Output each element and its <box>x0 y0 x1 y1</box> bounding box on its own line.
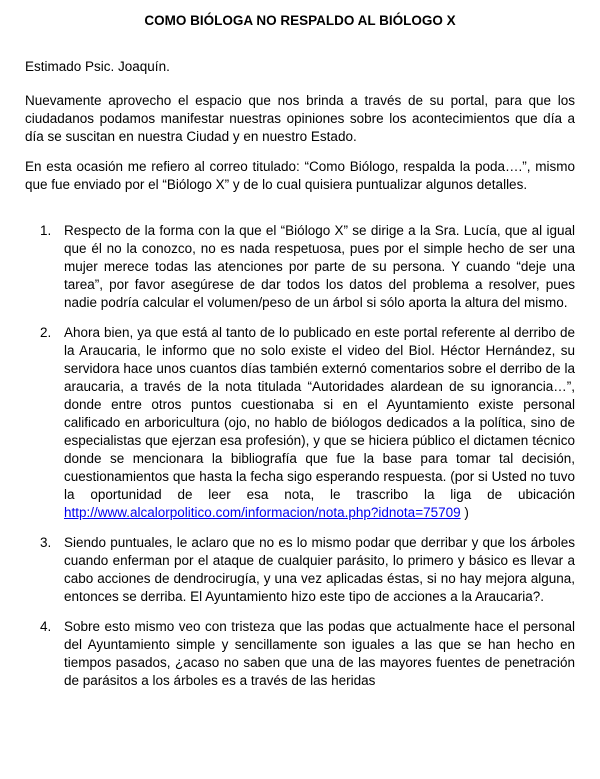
list-item <box>25 534 575 606</box>
note-link[interactable]: http://www.alcalorpolitico.com/informacion/nota.php?idnota=75709 <box>64 505 461 520</box>
list-item <box>25 222 575 312</box>
list-item-text: Ahora bien, ya que está al tanto de lo publicado en este portal referente al derribo de la Araucaria, le informo que no solo existe el video del Biol. Héctor Hernández, su servidora hace unos cuantos días también externó comentarios sobre el derribo de la araucaria, a través de la nota titulada “Autoridades alardean de su ignorancia…”, donde entre otros puntos cuestionaba si en el Ayuntamiento existe personal calificado en arboricultura (ojo, no hablo de biólogos dedicados a la política, sino de especialistas que ejerzan esa profesión), y que se hiciera público el dictamen técnico donde se mencionara la bibliografía que fue la base para tomar tal decisión, cuestionamientos que hasta la fecha sigo esperando respuesta. (por si Usted no tuvo la oportunidad de leer esa nota, le trascribo la liga de ubicación <box>64 325 575 502</box>
list-item-text: Respecto de la forma con la que el “Biólogo X” se dirige a la Sra. Lucía, que al igual que él no la conozco, no es nada respetuosa, pues por el simple hecho de ser una mujer merece todas las atenciones por parte de su persona. Y cuando “deje una tarea”, por favor asegúrese de dar todos los datos del problema a resolver, pues nadie podría calcular el volumen/peso de un árbol si sólo aporta la altura del mismo. <box>64 223 575 310</box>
list-item-number: 2. <box>40 325 52 340</box>
list-item-number: 4. <box>40 619 52 634</box>
list-item-text: Sobre esto mismo veo con tristeza que las podas que actualmente hace el personal del Ayuntamiento simple y sencillamente son iguales a las que se han hecho en tiempos pasados, ¿acaso no saben que una de las mayores fuentes de penetración de parásitos a los árboles es a través de las heridas <box>64 619 575 688</box>
numbered-points-list <box>25 222 575 690</box>
list-item-text: Siendo puntuales, le aclaro que no es lo mismo podar que derribar y que los árboles cuando enferman por el ataque de cualquier parásito, lo primero y básico es llevar a cabo acciones de dendrocirugía, y una vez aplicadas éstas, si no hay mejora alguna, entonces se derriba. El Ayuntamiento hizo este tipo de acciones a la Araucaria?. <box>64 535 575 604</box>
intro-paragraph: Nuevamente aprovecho el espacio que nos brinda a través de su portal, para que los ciudadanos podamos manifestar nuestras opiniones sobre los acontecimientos que día a día se suscitan en nuestra Ciudad y en nuestro Estado. <box>25 93 575 144</box>
list-item <box>25 324 575 522</box>
list-item-number: 1. <box>40 223 52 238</box>
list-item <box>25 618 575 690</box>
context-paragraph: En esta ocasión me refiero al correo titulado: “Como Biólogo, respalda la poda….”, mismo que fue enviado por el “Biólogo X” y de lo cual quisiera puntualizar algunos detalles. <box>25 159 575 192</box>
list-item-number: 3. <box>40 535 52 550</box>
document-title: COMO BIÓLOGA NO RESPALDO AL BIÓLOGO X <box>144 13 456 28</box>
list-item-text-after-link: ) <box>460 505 469 520</box>
greeting-line: Estimado Psic. Joaquín. <box>25 59 170 74</box>
